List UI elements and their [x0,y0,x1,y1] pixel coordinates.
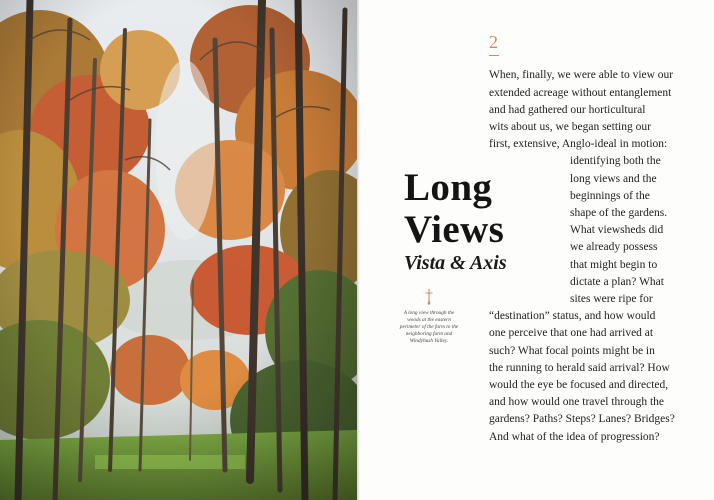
photo-caption: A long view through the woods at the eastern perimeter of the farm to the neighboring farm and Windyhush Valley. [399,310,459,344]
body-line: long views and the [570,173,657,185]
body-line: the running to herald said arrival? How [489,362,670,374]
body-line: such? What focal points might be in [489,345,655,357]
body-line: extended acreage without entanglement [489,87,672,99]
body-line: would the eye be focused and directed, [489,379,669,391]
body-line: beginnings of the [570,190,650,202]
body-line: and had gathered our horticultural [489,104,646,116]
body-line: “destination” status, and how would [489,310,656,322]
chapter-title [404,167,504,251]
body-line: What viewsheds did [570,224,664,236]
body-line: that might begin to [570,259,658,271]
body-line: shape of the gardens. [570,207,668,219]
body-line: dictate a plan? What [570,276,664,288]
body-line: identifying both the [570,155,661,167]
chapter-number: 2 [489,32,499,52]
chapter-rule [489,55,499,56]
body-line: When, finally, we were able to view our [489,69,674,81]
body-line: sites were ripe for [570,293,653,305]
dagger-ornament-icon [424,289,434,305]
chapter-title-line-1: Long [404,166,493,209]
body-line: And what of the idea of progression? [489,431,660,443]
chapter-subtitle: Vista & Axis [404,252,507,274]
body-line: first, extensive, Anglo-ideal in motion: [489,138,668,150]
chapter-title-line-2: Views [404,208,505,251]
body-line: gardens? Paths? Steps? Lanes? Bridges? [489,413,675,425]
body-line: wits about us, we began setting our [489,121,651,133]
body-line: and how would one travel through the [489,396,665,408]
body-line: we already possess [570,241,658,253]
body-line: one perceive that one had arrived at [489,327,654,339]
